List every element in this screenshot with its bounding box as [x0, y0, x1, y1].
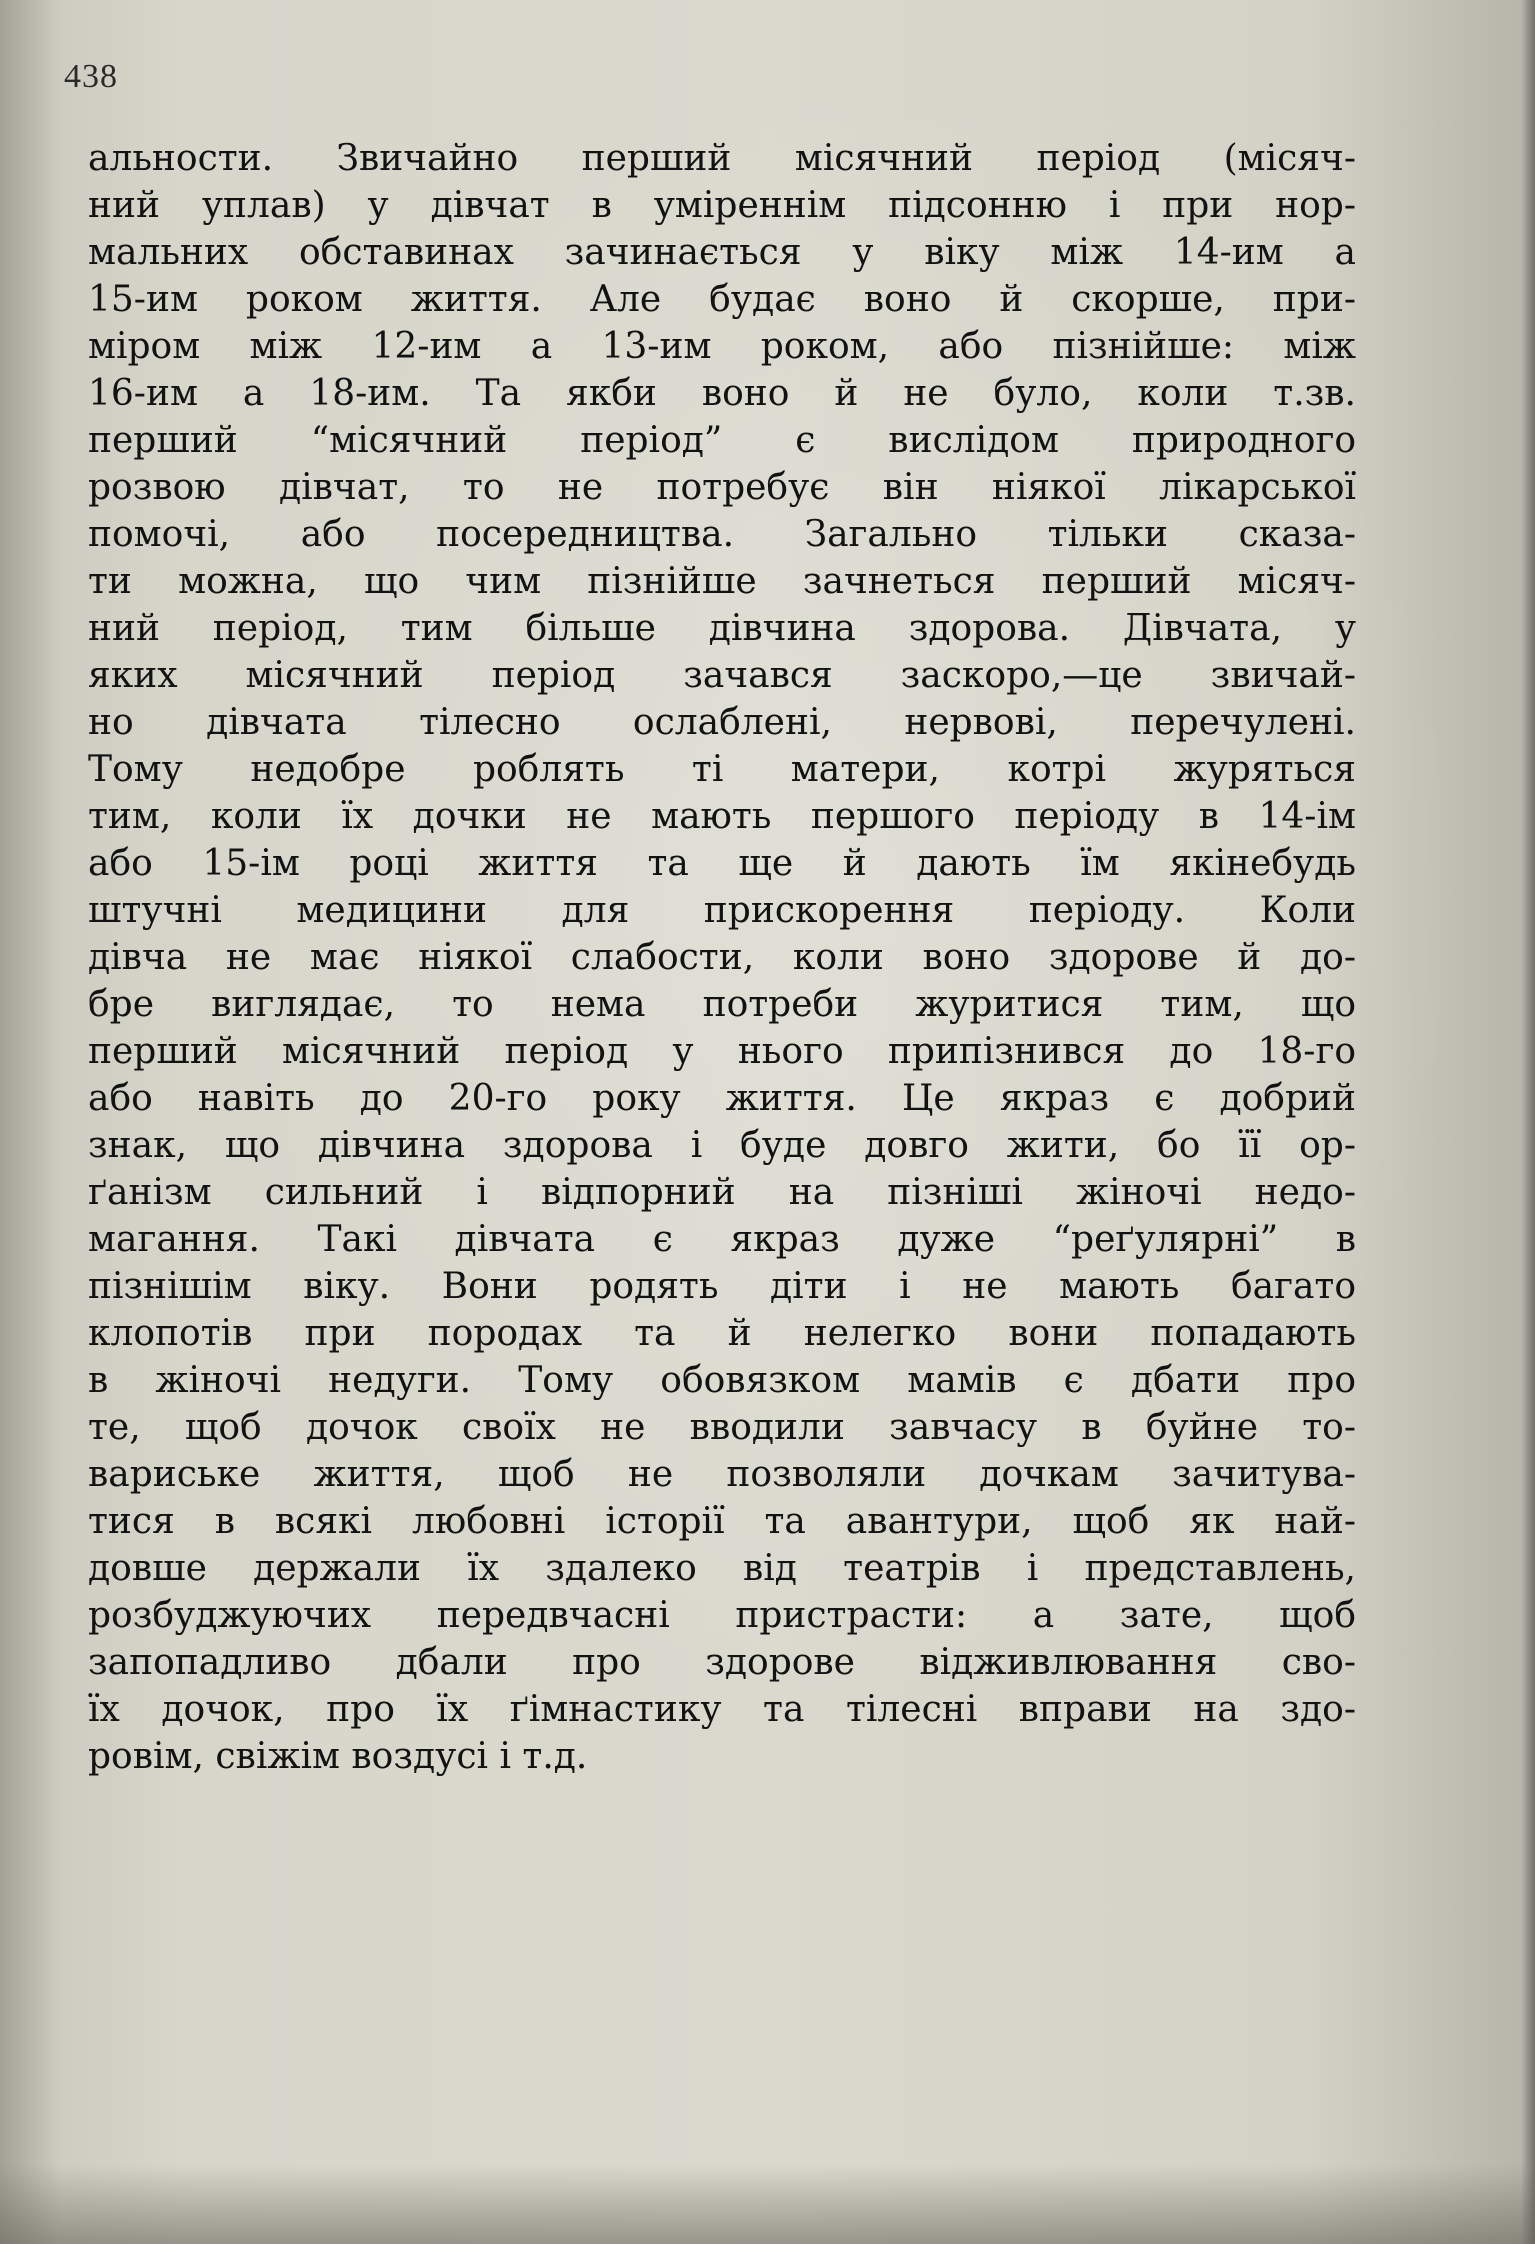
text-line: помочі, або посередництва. Загально тільки сказа- [88, 514, 1356, 555]
text-line: або 15-ім році життя та ще й дають їм якінебудь [88, 843, 1356, 884]
text-line: запопадливо дбали про здорове відживлювання сво- [88, 1642, 1356, 1683]
text-line: перший місячний період у нього припізнився до 18-го [88, 1031, 1356, 1072]
text-line: 16-им а 18-им. Та якби воно й не було, коли т.зв. [88, 373, 1356, 414]
text-line: розбуджуючих передвчасні пристрасти: а зате, щоб [88, 1595, 1356, 1636]
text-line: ний період, тим більше дівчина здорова. Дівчата, у [88, 608, 1356, 649]
text-line: вариське життя, щоб не позволяли дочкам зачитува- [88, 1454, 1356, 1495]
text-line: міром між 12-им а 13-им роком, або пізнійше: між [88, 326, 1356, 367]
text-line: Тому недобре роблять ті матери, котрі журяться [88, 749, 1356, 790]
text-line: або навіть до 20-го року життя. Це якраз є добрий [88, 1078, 1356, 1119]
text-line: 15-им роком життя. Але будає воно й скорше, при- [88, 279, 1356, 320]
text-line: ґанізм сильний і відпорний на пізніші жіночі недо- [88, 1172, 1356, 1213]
text-line: перший “місячний період” є вислідом природного [88, 420, 1356, 461]
text-line: мальних обставинах зачинається у віку між 14-им а [88, 232, 1356, 273]
page-bottom-shadow [0, 2164, 1535, 2244]
text-line: штучні медицини для прискорення періоду. Коли [88, 890, 1356, 931]
text-line: знак, що дівчина здорова і буде довго жити, бо її ор- [88, 1125, 1356, 1166]
text-line: дівча не має ніякої слабости, коли воно здорове й до- [88, 937, 1356, 978]
text-line: тися в всякі любовні історії та авантури, щоб як най- [88, 1501, 1356, 1542]
text-line: тим, коли їх дочки не мають першого періоду в 14-ім [88, 796, 1356, 837]
text-line: розвою дівчат, то не потребує він ніякої лікарської [88, 467, 1356, 508]
page-number: 438 [64, 58, 118, 95]
body-text [88, 135, 1356, 1780]
text-line: альности. Звичайно перший місячний період (місяч- [88, 138, 1356, 179]
page-gutter-shadow [0, 0, 60, 2244]
text-line: ний уплав) у дівчат в уміреннім підсонню і при нор- [88, 185, 1356, 226]
text-line: те, щоб дочок своїх не вводили завчасу в буйне то- [88, 1407, 1356, 1448]
text-line-last: ровім, свіжім воздусі і т.д. [88, 1736, 588, 1777]
text-line: довше держали їх здалеко від театрів і представлень, [88, 1548, 1356, 1589]
text-line: бре виглядає, то нема потреби журитися тим, що [88, 984, 1356, 1025]
page-edge-shadow [1521, 0, 1535, 2244]
text-line: ти можна, що чим пізнійше зачнеться перший місяч- [88, 561, 1356, 602]
text-line: в жіночі недуги. Тому обовязком мамів є дбати про [88, 1360, 1356, 1401]
text-line: яких місячний період зачався заскоро,—це звичай- [88, 655, 1356, 696]
text-line: пізнішім віку. Вони родять діти і не мають багато [88, 1266, 1356, 1307]
text-line: магання. Такі дівчата є якраз дуже “реґулярні” в [88, 1219, 1356, 1260]
text-line: клопотів при породах та й нелегко вони попадають [88, 1313, 1356, 1354]
text-line: їх дочок, про їх ґімнастику та тілесні вправи на здо- [88, 1689, 1356, 1730]
text-line: но дівчата тілесно ослаблені, нервові, перечулені. [88, 702, 1356, 743]
